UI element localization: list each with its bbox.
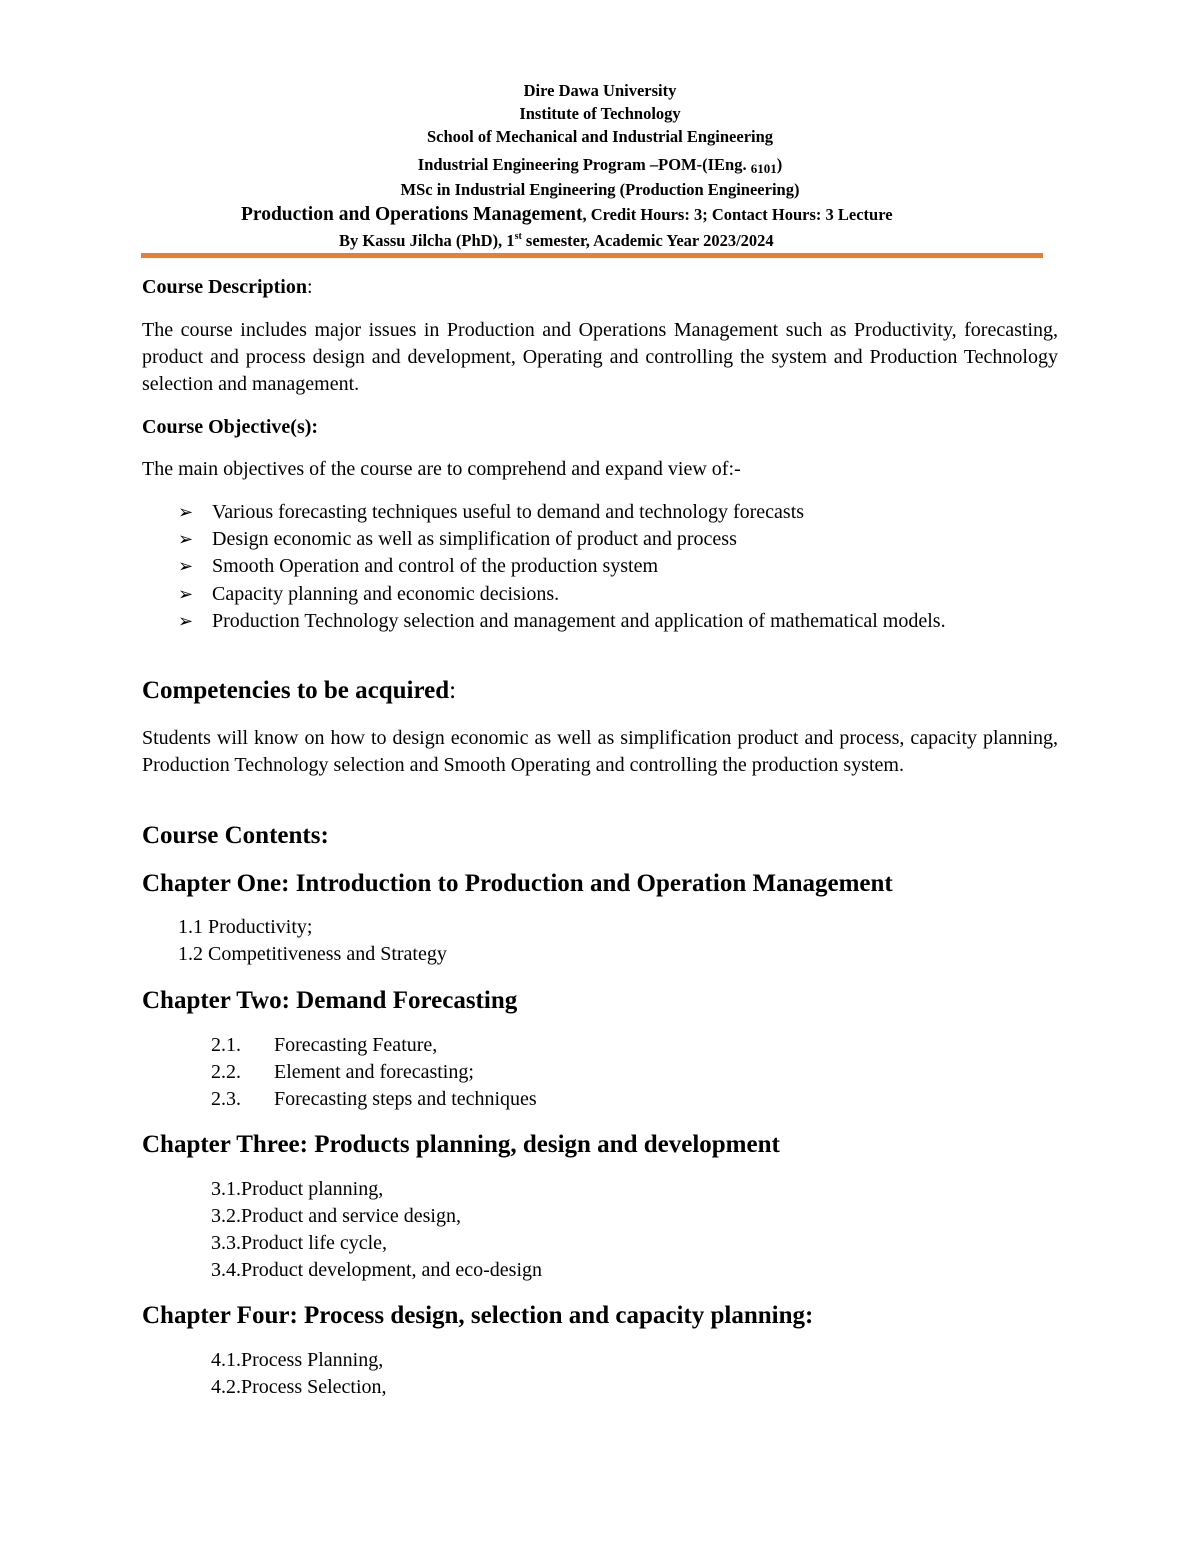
description-label [142,276,313,299]
subitem-number: 2.3. [211,1088,241,1110]
header-divider [141,253,1043,258]
objectives-intro: The main objectives of the course are to comprehend and expand view of:- [142,458,741,480]
chapter-title: Chapter One: Introduction to Production and Operation Management [142,870,893,897]
ordinal-suffix: st [514,231,522,242]
arrow-bullet-icon: ➢ [178,502,194,522]
contents-heading: Course Contents: [142,822,329,849]
arrow-bullet-icon: ➢ [178,529,194,549]
institute-name: Institute of Technology [519,104,681,123]
objective-text: Various forecasting techniques useful to demand and technology forecasts [212,501,805,523]
subitem-number: 2.1. [211,1034,241,1056]
competencies-heading [142,677,456,705]
objective-text: Capacity planning and economic decisions. [212,583,560,605]
chapter-subitem: 3.3.Product life cycle, [211,1232,388,1254]
chapter-subitem: Element and forecasting; [274,1061,474,1083]
objective-text: Smooth Operation and control of the production system [212,555,659,577]
arrow-bullet-icon: ➢ [178,584,194,604]
chapter-subitem: 1.2 Competitiveness and Strategy [178,943,447,965]
description-text: The course includes major issues in Production and Operations Management such as Productivity, forecasting, product and process design and development, Operating and controlling the system and Production Technology selection and management. [142,319,1058,395]
chapter-subitem: 4.2.Process Selection, [211,1376,387,1398]
description-label-colon: : [306,276,313,298]
objectives-label: Course Objective(s): [142,416,319,438]
chapter-subitem: 3.2.Product and service design, [211,1205,461,1227]
chapter-subitem: 4.1.Process Planning, [211,1349,384,1371]
objective-text: Design economic as well as simplification of product and process [212,528,737,550]
arrow-bullet-icon: ➢ [178,556,194,576]
course-hours: , Credit Hours: 3; Contact Hours: 3 Lecture [582,205,893,224]
school-name: School of Mechanical and Industrial Engineering [426,127,774,146]
arrow-bullet-icon: ➢ [178,611,194,631]
description-label-text: Course Description [142,276,307,298]
course-title: Production and Operations Management [241,204,583,225]
chapter-subitem: 3.1.Product planning, [211,1178,384,1200]
course-title-line [241,204,893,226]
chapter-subitem: 1.1 Productivity; [178,916,313,938]
objective-text: Production Technology selection and management and application of mathematical models. [212,610,946,632]
chapter-title: Chapter Three: Products planning, design and development [142,1131,780,1158]
chapter-subitem: Forecasting Feature, [274,1034,438,1056]
university-name: Dire Dawa University [523,81,677,100]
program-code: 6101 [750,161,777,176]
msc-line: MSc in Industrial Engineering (Production Engineering) [400,180,800,199]
instructor-prefix: By Kassu Jilcha (PhD), 1 [339,231,515,250]
instructor-suffix: semester, Academic Year 2023/2024 [521,231,774,250]
program-suffix: ) [776,155,783,174]
competencies-text: Students will know on how to design economic as well as simplification product and process, capacity planning, Production Technology selection and Smooth Operating and controlling the production system. [142,727,1058,776]
competencies-heading-text: Competencies to be acquired [142,677,450,704]
chapter-subitem: Forecasting steps and techniques [274,1088,537,1110]
program-prefix: Industrial Engineering Program –POM-(IEng. [417,155,747,174]
subitem-number: 2.2. [211,1061,241,1083]
chapter-title: Chapter Two: Demand Forecasting [142,987,518,1014]
instructor-line [339,231,774,251]
chapter-title: Chapter Four: Process design, selection and capacity planning: [142,1302,814,1329]
program-line [0,155,1200,176]
competencies-heading-colon: : [449,677,457,704]
chapter-subitem: 3.4.Product development, and eco-design [211,1259,543,1281]
